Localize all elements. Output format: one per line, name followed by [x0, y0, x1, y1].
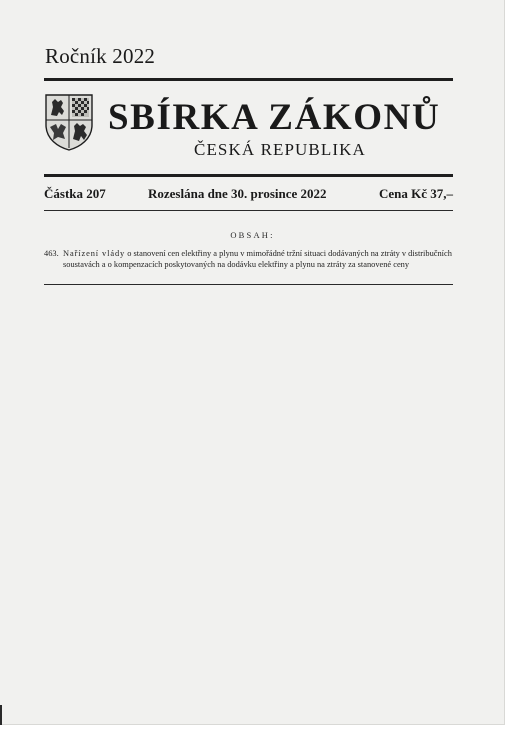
contents-bottom-divider: [44, 284, 453, 285]
release-date: Rozeslána dne 30. prosince 2022: [148, 186, 327, 201]
issue-price: Cena Kč 37,–: [378, 186, 453, 201]
entry-number: 463.: [44, 249, 59, 258]
gazette-subtitle: ČESKÁ REPUBLIKA: [194, 140, 366, 159]
entry-body: [44, 249, 456, 270]
contents-entry: [44, 249, 456, 270]
entry-type: Nařízení vlády: [63, 249, 126, 258]
top-divider: [44, 78, 453, 81]
gazette-title: SBÍRKA ZÁKONŮ: [108, 97, 441, 138]
czech-coat-of-arms-icon: [44, 93, 94, 151]
volume-year: Ročník 2022: [45, 44, 156, 68]
info-bottom-divider: [44, 210, 453, 211]
page-edge-mark: [0, 705, 2, 725]
issue-number: Částka 207: [44, 186, 106, 201]
entry-text: o stanovení cen elektřiny a plynu v mimořádné tržní situaci dodávaných na ztráty v distribučních soustavách a o kompenzacích poskytovaných na dodávku elektřiny a plynu na ztráty za stanovené ceny: [63, 249, 452, 269]
info-top-divider: [44, 174, 453, 177]
contents-heading: OBSAH:: [230, 230, 275, 240]
